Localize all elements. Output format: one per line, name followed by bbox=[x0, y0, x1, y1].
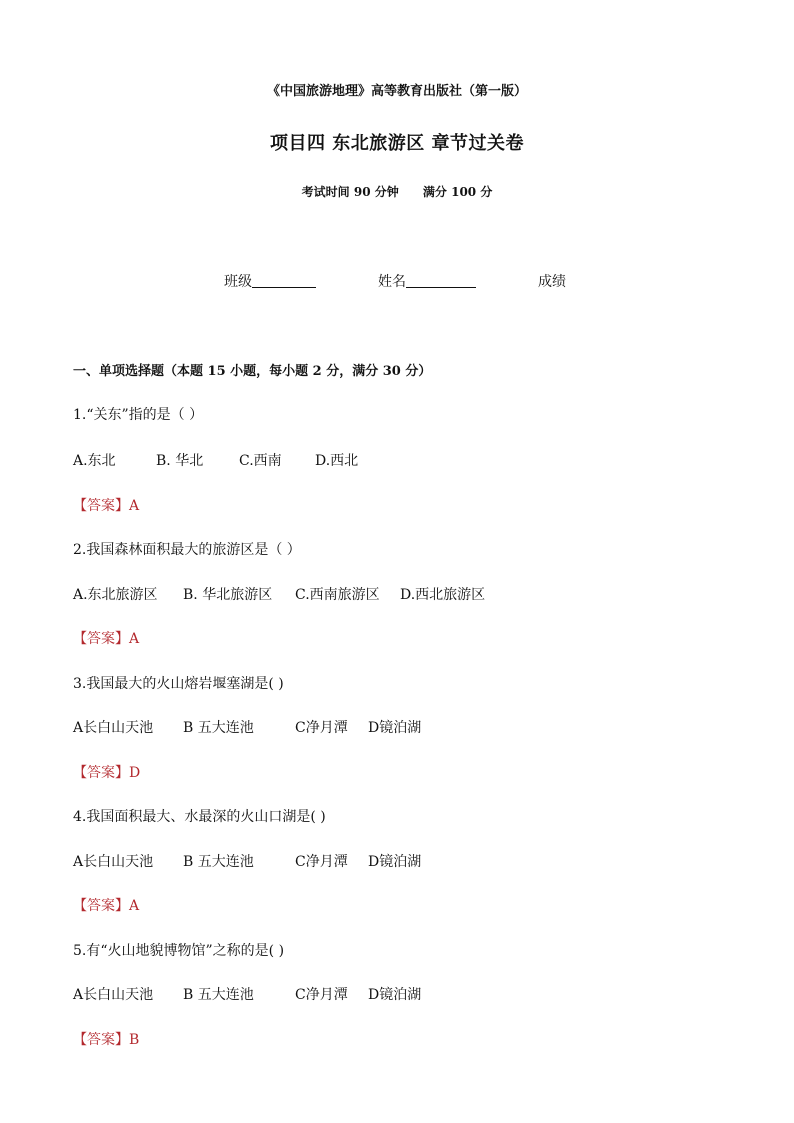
grade-label: 成绩 bbox=[538, 274, 566, 290]
answer-value: A bbox=[129, 898, 140, 914]
answer-label: 【答案】 bbox=[73, 498, 129, 514]
class-field bbox=[224, 271, 316, 291]
option-a: A.东北 bbox=[73, 453, 116, 469]
exam-full-score: 满分 100 分 bbox=[422, 185, 493, 199]
question-1-options bbox=[73, 450, 358, 470]
option-c: C.西南旅游区 bbox=[295, 587, 380, 603]
option-c: C净月潭 bbox=[295, 720, 348, 736]
question-5-stem: 5.有“火山地貌博物馆”之称的是( ) bbox=[73, 943, 285, 959]
answer-value: A bbox=[129, 498, 140, 514]
option-a: A长白山天池 bbox=[73, 987, 154, 1003]
question-1-answer bbox=[73, 495, 139, 515]
answer-label: 【答案】 bbox=[73, 765, 129, 781]
question-2-options bbox=[73, 584, 485, 604]
question-5-answer bbox=[73, 1029, 139, 1049]
question-3-answer bbox=[73, 762, 140, 782]
page-title: 项目四 东北旅游区 章节过关卷 bbox=[269, 133, 525, 154]
section-title: 一、单项选择题（本题 15 小题，每小题 2 分，满分 30 分） bbox=[73, 364, 432, 379]
exam-meta bbox=[0, 183, 794, 200]
option-b: B. 华北 bbox=[156, 453, 204, 469]
option-d: D镜泊湖 bbox=[368, 854, 422, 870]
question-4-stem: 4.我国面积最大、水最深的火山口湖是( ) bbox=[73, 809, 326, 825]
option-a: A长白山天池 bbox=[73, 720, 154, 736]
option-b: B 五大连池 bbox=[183, 720, 254, 736]
name-blank bbox=[406, 273, 476, 288]
class-label: 班级 bbox=[224, 274, 252, 290]
option-b: B. 华北旅游区 bbox=[183, 587, 273, 603]
question-5-options bbox=[73, 984, 421, 1004]
question-1-stem: 1.“关东”指的是（ ） bbox=[73, 407, 204, 423]
name-label: 姓名 bbox=[378, 274, 406, 290]
option-a: A长白山天池 bbox=[73, 854, 154, 870]
answer-label: 【答案】 bbox=[73, 1032, 129, 1048]
question-3-stem: 3.我国最大的火山熔岩堰塞湖是( ) bbox=[73, 676, 284, 692]
option-b: B 五大连池 bbox=[183, 987, 254, 1003]
option-b: B 五大连池 bbox=[183, 854, 254, 870]
grade-field bbox=[538, 271, 566, 291]
question-4-options bbox=[73, 851, 421, 871]
option-a: A.东北旅游区 bbox=[73, 587, 158, 603]
exam-time: 考试时间 90 分钟 bbox=[301, 185, 399, 199]
class-blank bbox=[252, 273, 316, 288]
name-field bbox=[378, 271, 476, 291]
question-2-stem: 2.我国森林面积最大的旅游区是（ ） bbox=[73, 542, 301, 558]
answer-label: 【答案】 bbox=[73, 898, 129, 914]
book-reference: 《中国旅游地理》高等教育出版社（第一版） bbox=[266, 84, 527, 99]
question-3-options bbox=[73, 717, 421, 737]
option-d: D.西北旅游区 bbox=[400, 587, 486, 603]
option-c: C净月潭 bbox=[295, 987, 348, 1003]
option-c: C.西南 bbox=[239, 453, 282, 469]
option-d: D镜泊湖 bbox=[368, 720, 422, 736]
answer-value: A bbox=[129, 631, 140, 647]
answer-label: 【答案】 bbox=[73, 631, 129, 647]
option-d: D.西北 bbox=[315, 453, 359, 469]
answer-value: B bbox=[129, 1032, 140, 1048]
option-c: C净月潭 bbox=[295, 854, 348, 870]
option-d: D镜泊湖 bbox=[368, 987, 422, 1003]
question-2-answer bbox=[73, 628, 139, 648]
answer-value: D bbox=[129, 765, 141, 781]
question-4-answer bbox=[73, 895, 139, 915]
